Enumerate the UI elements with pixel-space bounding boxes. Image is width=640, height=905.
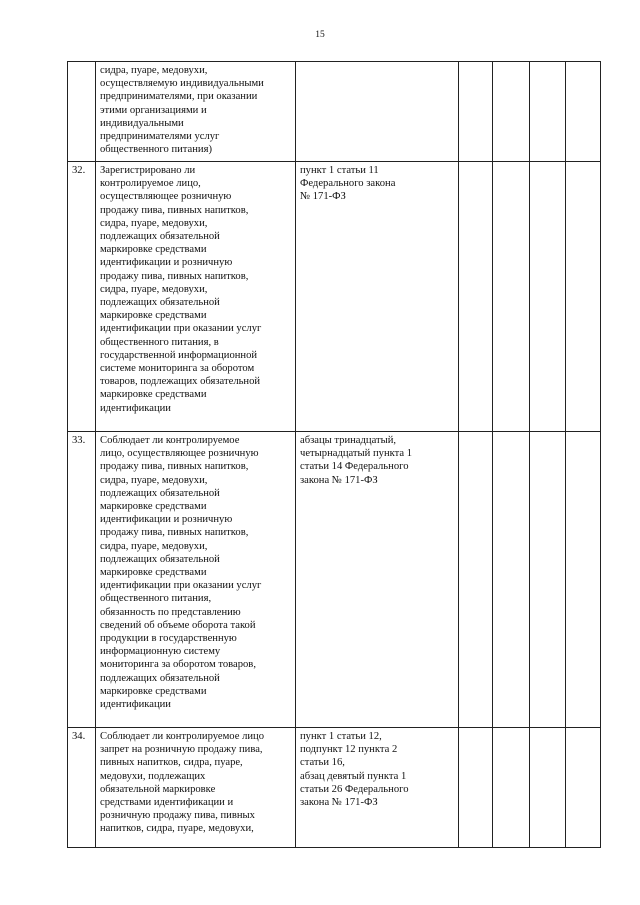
table-row <box>68 728 601 848</box>
reference-cell: пункт 1 статьи 12, подпункт 12 пункта 2 статьи 16, абзац девятый пункта 1 статьи 26 Федерального закона № 171-ФЗ <box>296 728 459 848</box>
row-number: 34. <box>68 728 96 848</box>
reference-cell: абзацы тринадцатый, четырнадцатый пункта 1 статьи 14 Федерального закона № 171-ФЗ <box>296 432 459 728</box>
answer-cell-na <box>530 62 566 162</box>
answer-cell-no <box>493 728 530 848</box>
answer-cell-na <box>530 162 566 432</box>
note-cell <box>566 62 601 162</box>
checklist-table <box>67 61 601 848</box>
answer-cell-no <box>493 62 530 162</box>
question-cell: Соблюдает ли контролируемое лицо запрет на розничную продажу пива, пивных напитков, сидра, пуаре, медовухи, подлежащих обязательной маркировке средствами идентификации и розничную продажу пива, пивных напитков, сидра, пуаре, медовухи, <box>96 728 296 848</box>
table-row <box>68 432 601 728</box>
note-cell <box>566 162 601 432</box>
row-number: 32. <box>68 162 96 432</box>
question-cell: Соблюдает ли контролируемое лицо, осуществляющее розничную продажу пива, пивных напитков, сидра, пуаре, медовухи, подлежащих обязательной маркировке средствами идентификации и розничную продажу пива, пивных напитков, сидра, пуаре, медовухи, подлежащих обязательной маркировке средствами идентификации при оказании услуг общественного питания, обязанность по представлению сведений об объеме оборота такой продукции в государственную информационную систему мониторинга за оборотом товаров, подлежащих обязательной маркировке средствами идентификации <box>96 432 296 728</box>
answer-cell-no <box>493 432 530 728</box>
note-cell <box>566 728 601 848</box>
answer-cell-yes <box>459 432 493 728</box>
reference-cell: пункт 1 статьи 11 Федерального закона № 171-ФЗ <box>296 162 459 432</box>
question-cell: Зарегистрировано ли контролируемое лицо, осуществляющее розничную продажу пива, пивных напитков, сидра, пуаре, медовухи, подлежащих обязательной маркировке средствами идентификации и розничную продажу пива, пивных напитков, сидра, пуаре, медовухи, подлежащих обязательной маркировке средствами идентификации при оказании услуг общественного питания, в государственной информационной системе мониторинга за оборотом товаров, подлежащих обязательной маркировке средствами идентификации <box>96 162 296 432</box>
answer-cell-yes <box>459 162 493 432</box>
row-number: 33. <box>68 432 96 728</box>
row-number <box>68 62 96 162</box>
table-row <box>68 162 601 432</box>
page-number: 15 <box>315 30 325 40</box>
answer-cell-no <box>493 162 530 432</box>
answer-cell-yes <box>459 62 493 162</box>
answer-cell-yes <box>459 728 493 848</box>
reference-cell <box>296 62 459 162</box>
note-cell <box>566 432 601 728</box>
answer-cell-na <box>530 728 566 848</box>
answer-cell-na <box>530 432 566 728</box>
question-cell: сидра, пуаре, медовухи, осуществляемую индивидуальными предпринимателями, при оказании этими организациями и индивидуальными предпринимателями услуг общественного питания) <box>96 62 296 162</box>
table-row <box>68 62 601 162</box>
